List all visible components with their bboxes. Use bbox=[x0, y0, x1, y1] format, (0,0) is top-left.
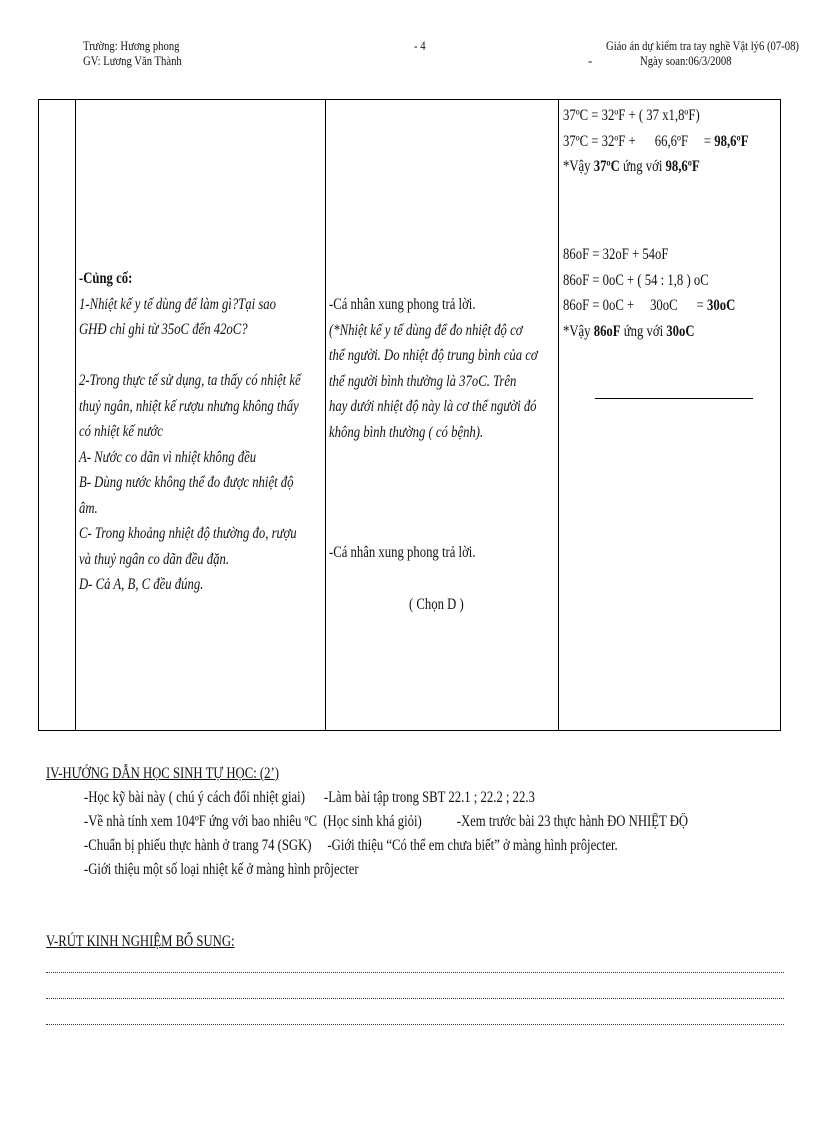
conversion-1-line-2-text: 37ºC = 32ºF + 66,6ºF = bbox=[563, 132, 715, 150]
conclusion-prefix: *Vậy bbox=[563, 322, 594, 340]
option-d: D- Cả A, B, C đều đúng. bbox=[79, 576, 204, 593]
conclusion-link: ứng với bbox=[619, 158, 666, 175]
conversion-1-line-2 bbox=[563, 129, 748, 155]
student-answer-1: -Cá nhân xung phong trả lời. bbox=[329, 296, 476, 313]
section-4-title: IV-HƯỚNG DẪN HỌC SINH TỰ HỌC: (2’) bbox=[46, 765, 279, 782]
section-self-study bbox=[46, 762, 816, 882]
explanation-line-5: không bình thường ( có bệnh). bbox=[329, 423, 484, 441]
conversion-2-conclusion bbox=[563, 319, 695, 345]
document-title: Giáo án dự kiểm tra tay nghề Vật lý6 (07-08) bbox=[606, 38, 799, 53]
conclusion-value-1: 86oF bbox=[593, 322, 621, 340]
option-b-line-1: B- Dùng nước không thể đo được nhiệt độ bbox=[79, 474, 294, 491]
question-2-line-2: thuỷ ngân, nhiệt kế rượu nhưng không thấy bbox=[79, 397, 299, 415]
column-divider bbox=[75, 100, 76, 730]
student-answer-2-cell bbox=[329, 540, 508, 566]
conversion-1-result: 98,6ºF bbox=[714, 132, 749, 150]
teacher-name: GV: Lương Văn Thành bbox=[83, 53, 182, 68]
student-answer-2: -Cá nhân xung phong trả lời. bbox=[329, 544, 476, 561]
page-header-right bbox=[588, 38, 816, 68]
conversion-2-line-3 bbox=[563, 293, 735, 319]
lesson-table bbox=[38, 99, 781, 731]
self-study-item: -Về nhà tính xem 104ºF ứng với bao nhiêu ºC (Học sinh khá giỏi) -Xem trước bài 23 thực hành ĐO NHIỆT ĐỘ bbox=[84, 813, 689, 830]
self-study-item: -Chuẩn bị phiếu thực hành ở trang 74 (SGK) -Giới thiệu “Có thể em chưa biết” ở màng hình prôjecter. bbox=[84, 837, 618, 854]
header-dash: - bbox=[588, 53, 593, 68]
section-5-title: V-RÚT KINH NGHIỆM BỔ SUNG: bbox=[46, 933, 235, 950]
teacher-activity-cell bbox=[79, 266, 349, 598]
conversion-1-block bbox=[563, 103, 789, 180]
question-1-line-2: GHĐ chỉ ghi từ 35oC đến 42oC? bbox=[79, 321, 248, 338]
dotted-note-line bbox=[46, 998, 784, 999]
question-2-line-3: có nhiệt kế nước bbox=[79, 423, 163, 440]
conversion-2-line-3-text: 86oF = 0oC + 30oC = bbox=[563, 297, 708, 314]
conversion-1-conclusion bbox=[563, 154, 700, 180]
question-1-line-1: 1-Nhiệt kế y tế dùng để làm gì?Tại sao bbox=[79, 295, 276, 313]
option-b-line-2: âm. bbox=[79, 499, 98, 517]
option-c-line-2: và thuỷ ngân co dãn đều đặn. bbox=[79, 550, 230, 568]
explanation-line-3: thể người bình thường là 37oC. Trên bbox=[329, 372, 517, 390]
page-header-left bbox=[83, 38, 203, 68]
conversion-2-result: 30oC bbox=[707, 297, 736, 314]
conclusion-value-1: 37ºC bbox=[593, 158, 620, 175]
page-number: - 4 bbox=[414, 38, 426, 53]
student-activity-cell bbox=[329, 292, 583, 445]
conversion-1-line-1: 37ºC = 32ºF + ( 37 x1,8ºF) bbox=[563, 107, 700, 124]
conversion-2-line-2: 86oF = 0oC + ( 54 : 1,8 ) oC bbox=[563, 271, 709, 289]
section-experience-notes bbox=[46, 930, 276, 954]
option-a: A- Nước co dãn vì nhiệt không đều bbox=[79, 448, 257, 466]
dotted-note-line bbox=[46, 1024, 784, 1025]
conclusion-value-2: 98,6ºF bbox=[665, 158, 700, 175]
conclusion-link: ứng với bbox=[620, 322, 667, 340]
explanation-line-4: hay dưới nhiệt độ này là cơ thể người đó bbox=[329, 398, 537, 415]
dotted-note-line bbox=[46, 972, 784, 973]
student-choice-cell bbox=[409, 592, 476, 618]
answer-underline bbox=[595, 398, 753, 399]
school-name: Trường: Hương phong bbox=[83, 38, 180, 53]
self-study-item: -Giới thiệu một số loại nhiệt kế ở màng hình prôjecter bbox=[84, 861, 359, 878]
page-header-center bbox=[414, 38, 428, 53]
option-c-line-1: C- Trong khoảng nhiệt độ thường đo, rượu bbox=[79, 525, 297, 542]
conversion-2-block bbox=[563, 242, 773, 344]
self-study-item: -Học kỹ bài này ( chú ý cách đổi nhiệt giai) -Làm bài tập trong SBT 22.1 ; 22.2 ; 22.3 bbox=[84, 789, 535, 806]
question-2-line-1: 2-Trong thực tế sử dụng, ta thấy có nhiệt kế bbox=[79, 372, 301, 389]
conclusion-value-2: 30oC bbox=[666, 322, 695, 340]
student-choice: ( Chọn D ) bbox=[409, 596, 464, 613]
explanation-line-1: (*Nhiệt kế y tế dùng để đo nhiệt độ cơ bbox=[329, 321, 523, 339]
prepared-date: Ngày soan:06/3/2008 bbox=[640, 53, 732, 68]
explanation-line-2: thể người. Do nhiệt độ trung bình của cơ bbox=[329, 347, 538, 364]
section-heading: -Củng cố: bbox=[79, 270, 133, 287]
conclusion-prefix: *Vậy bbox=[563, 158, 594, 175]
conversion-2-line-1: 86oF = 32oF + 54oF bbox=[563, 246, 669, 263]
